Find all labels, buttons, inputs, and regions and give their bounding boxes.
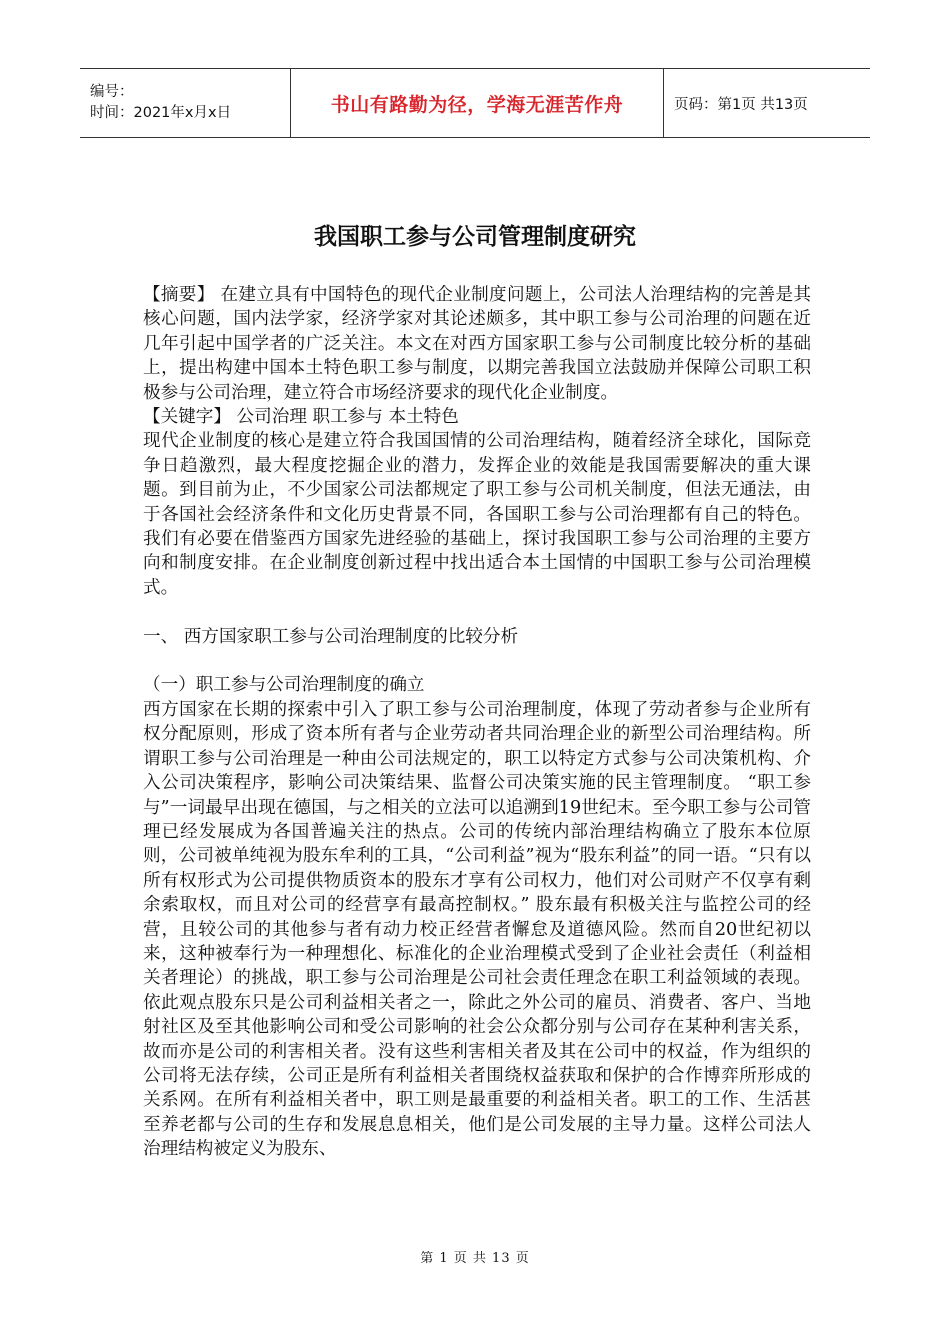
abstract-paragraph: 【摘要】 在建立具有中国特色的现代企业制度问题上，公司法人治理结构的完善是其核心问题，国内法学家，经济学家对其论述颇多，其中职工参与公司治理的问题在近几年引起中国学者的广泛关注。本文在对西方国家职工参与公司制度比较分析的基础上，提出构建中国本土特色职工参与制度，以期完善我国立法鼓励并保障公司职工积极参与公司治理，建立符合市场经济要求的现代化企业制度。 — [143, 285, 811, 403]
document-title: 我国职工参与公司管理制度研究 — [314, 224, 636, 250]
page-header — [80, 68, 870, 138]
document-body — [143, 283, 811, 1162]
document-number-label: 编号： — [90, 84, 134, 100]
intro-paragraph: 现代企业制度的核心是建立符合我国国情的公司治理结构，随着经济全球化，国际竞争日趋激烈，最大程度挖掘企业的潜力，发挥企业的效能是我国需要解决的重大课题。到目前为止，不少国家公司法都规定了职工参与公司机关制度，但法无通法，由于各国社会经济条件和文化历史背景不同，各国职工参与公司治理都有自己的特色。我们有必要在借鉴西方国家先进经验的基础上，探讨我国职工参与公司治理的主要方向和制度安排。在企业制度创新过程中找出适合本土国情的中国职工参与公司治理模式。 — [143, 431, 811, 598]
header-meta — [80, 69, 290, 137]
header-page-info — [664, 69, 870, 137]
keywords-paragraph: 【关键字】 公司治理 职工参与 本土特色 — [143, 407, 459, 428]
body-paragraph: 西方国家在长期的探索中引入了职工参与公司治理制度，体现了劳动者参与企业所有权分配原则，形成了资本所有者与企业劳动者共同治理企业的新型公司治理结构。所谓职工参与公司治理是一种由公司法规定的，职工以特定方式参与公司决策机构、介入公司决策程序，影响公司决策结果、监督公司决策实施的民主管理制度。 “职工参与”一词最早出现在德国，与之相关的立法可以追溯到19世纪末。至今职工参与公司管理已经发展成为各国普遍关注的热点。公司的传统内部治理结构确立了股东本位原则，公司被单纯视为股东牟利的工具，“公司利益”视为“股东利益”的同一语。“只有以所有权形式为公司提供物质资本的股东才享有公司权力，他们对公司财产不仅享有剩余索取权，而且对公司的经营享有最高控制权。” 股东最有积极关注与监控公司的经营，且较公司的其他参与者有动力校正经营者懈怠及道德风险。然而自20世纪初以来，这种被奉行为一种理想化、标准化的企业治理模式受到了企业社会责任（利益相关者理论）的挑战，职工参与公司治理是公司社会责任理念在职工利益领域的表现。依此观点股东只是公司利益相关者之一，除此之外公司的雇员、消费者、客户、当地射社区及至其他影响公司和受公司影响的社会公众都分别与公司存在某种利害关系，故而亦是公司的利害相关者。没有这些利害相关者及其在公司中的权益，作为组织的公司将无法存续，公司正是所有利益相关者围绕权益获取和保护的合作博弈所形成的关系网。在所有利益相关者中，职工则是最重要的利益相关者。职工的工作、生活甚至养老都与公司的生存和发展息息相关，他们是公司发展的主导力量。这样公司法人治理结构被定义为股东、 — [143, 699, 811, 1160]
header-motto — [290, 69, 664, 137]
document-time-label: 时间：2021年x月x日 — [90, 105, 232, 121]
motto-text: 书山有路勤为径，学海无涯苦作舟 — [330, 93, 624, 116]
page-footer: 第 1 页 共 13 页 — [420, 1251, 530, 1266]
section-heading: 一、 西方国家职工参与公司治理制度的比较分析 — [143, 626, 519, 647]
subsection-heading: （一）职工参与公司治理制度的确立 — [143, 675, 425, 696]
page-info-text: 页码：第1页 共13页 — [674, 96, 808, 113]
